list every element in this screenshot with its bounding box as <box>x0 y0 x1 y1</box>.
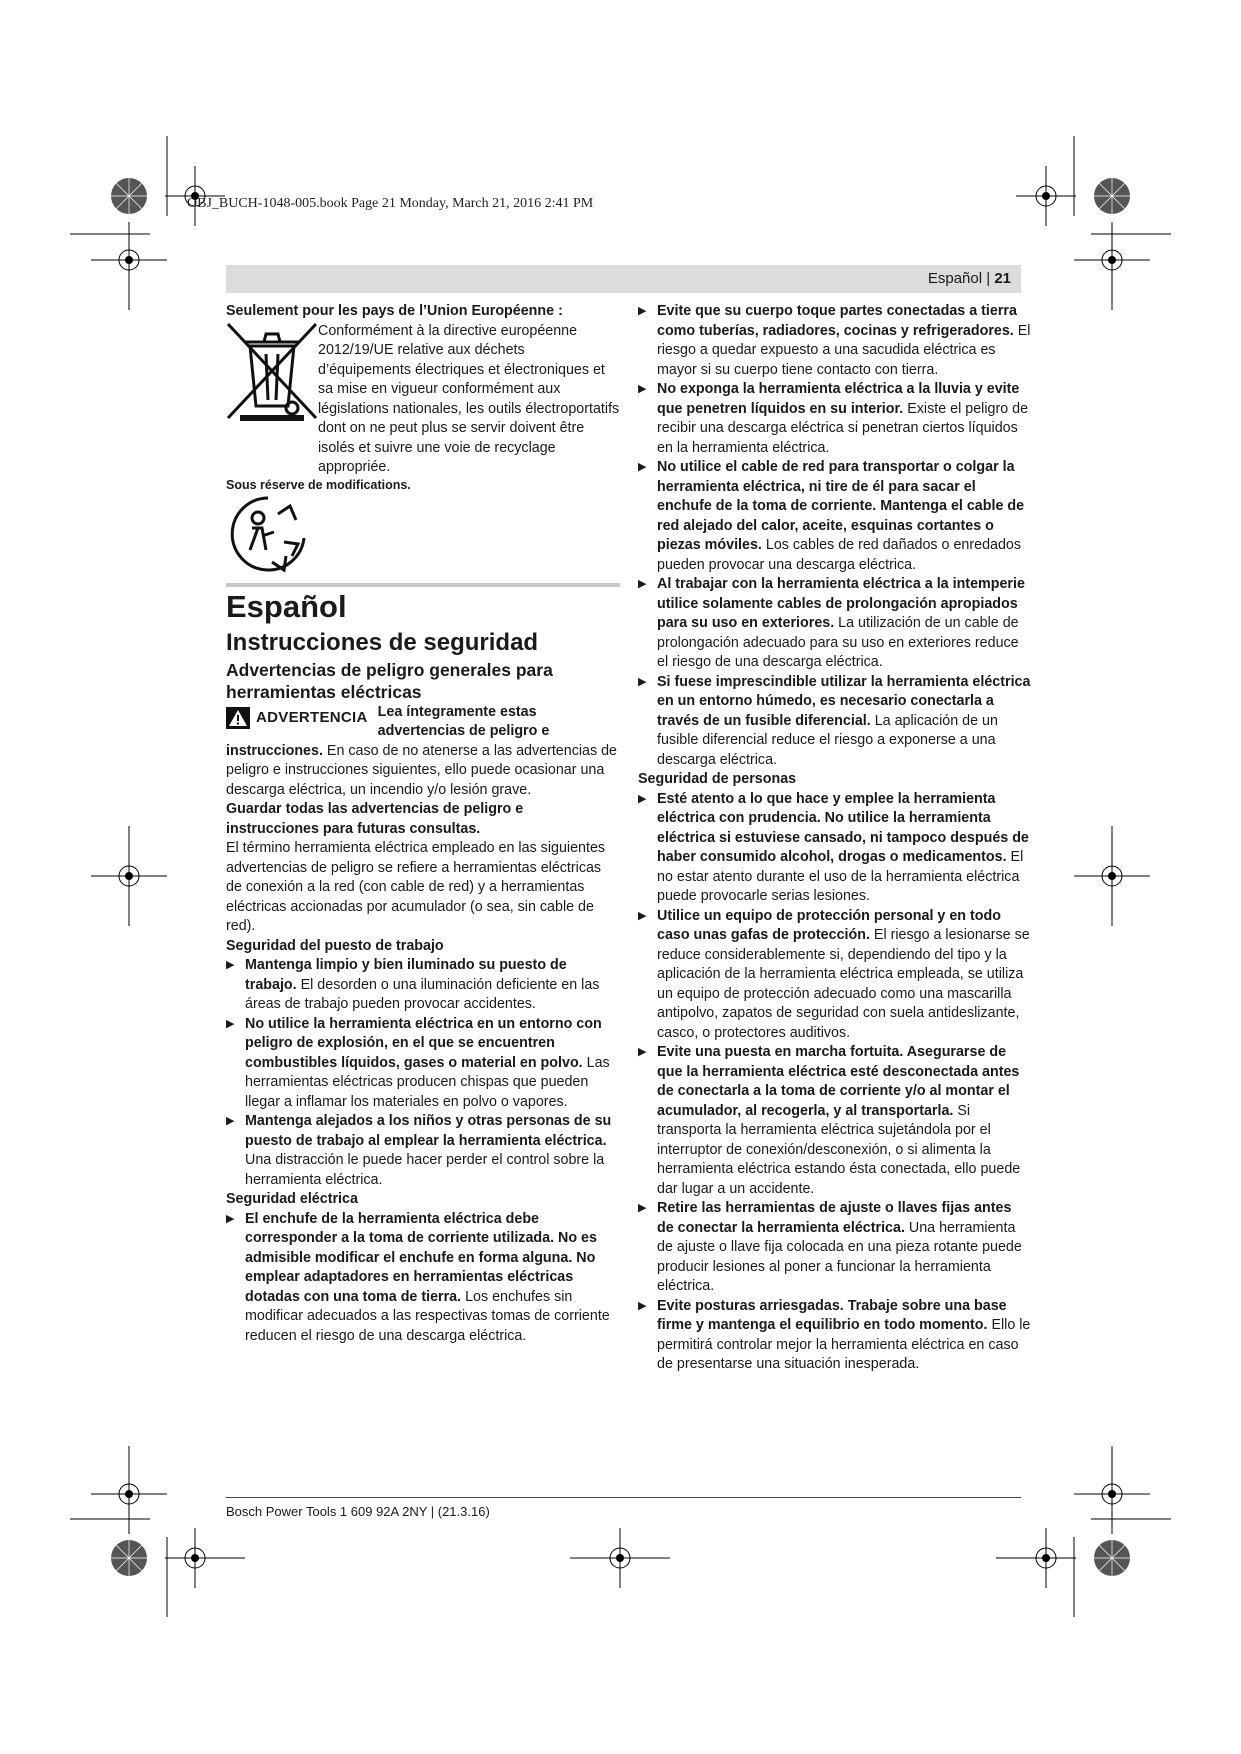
item-text: Las herramientas eléctricas producen chispas que pueden llegar a inflamar los materiales en polvo o vapores. <box>245 1054 610 1110</box>
bullet-triangle-icon: ▶ <box>638 383 647 395</box>
item-text: El no estar atento durante el uso de la herramienta eléctrica puede provocarle serias lesiones. <box>657 849 1024 904</box>
registration-target-icon <box>1074 222 1150 310</box>
bullet-triangle-icon: ▶ <box>638 1202 647 1214</box>
bullet-triangle-icon: ▶ <box>226 1017 235 1030</box>
list-item <box>638 1199 1032 1297</box>
electrical-safety-title: Seguridad eléctrica <box>226 1191 358 1207</box>
right-column <box>638 302 1032 1375</box>
list-item <box>226 1112 620 1190</box>
registration-target-icon <box>996 1528 1076 1588</box>
term-definition: El término herramienta eléctrica empleado en las siguientes advertencias de peligro se refiere a herramientas eléctricas de conexión a la red (con cable de red) y a herramientas eléctricas accionadas por acumulador (o sea, sin cable de red). <box>226 840 606 934</box>
list-item <box>638 907 1032 1044</box>
triman-block <box>226 492 620 583</box>
page-number: 21 <box>994 270 1011 287</box>
list-item <box>638 1043 1032 1199</box>
item-text: El riesgo a lesionarse se reduce considerablemente si, dependiendo del tipo y la aplicación de la herramienta eléctrica empleada, se utiliza un equipo de protección adecuado como una mascarilla antipolvo, zapatos de seguridad con suela antideslizante, casco, o protectores auditivos. <box>657 927 1030 1041</box>
item-bold: Evite que su cuerpo toque partes conectadas a tierra como tuberías, radiadores, cocinas y refrigeradores. <box>657 303 1017 339</box>
electrical-list-right <box>638 302 1032 770</box>
item-bold: Evite una puesta en marcha fortuita. Asegurarse de que la herramienta eléctrica esté desconectada antes de conectarla a la toma de corriente y/o al montar el acumulador, al recogerla, y al transportarla. <box>657 1044 1020 1119</box>
bullet-triangle-icon: ▶ <box>638 675 647 688</box>
warning-word: ADVERTENCIA <box>256 708 368 726</box>
bullet-triangle-icon: ▶ <box>638 909 647 922</box>
triman-recycling-icon <box>226 492 312 578</box>
item-text: El riesgo a quedar expuesto a una sacudida eléctrica es mayor si su cuerpo tiene contacto con tierra. <box>657 322 1031 378</box>
bullet-triangle-icon: ▶ <box>226 959 235 971</box>
item-text: El desorden o una iluminación deficiente en las áreas de trabajo pueden provocar accidentes. <box>245 976 600 1012</box>
item-bold: No exponga la herramienta eléctrica a la lluvia y evite que penetren líquidos en su interior. <box>657 381 1020 417</box>
list-item <box>638 380 1032 458</box>
list-item <box>226 1210 620 1347</box>
page-header-band <box>226 265 1021 293</box>
bullet-triangle-icon: ▶ <box>226 1212 235 1225</box>
list-item <box>638 673 1032 771</box>
weee-bin-icon <box>226 322 318 422</box>
warning-paragraph <box>226 703 620 801</box>
warning-bold-text: Lea íntegramente estas advertencias de peligro e instrucciones. <box>226 703 550 759</box>
section-name: Español <box>927 270 983 287</box>
page-label <box>928 270 1011 287</box>
work-area-title: Seguridad del puesto de trabajo <box>226 937 444 954</box>
keep-instructions-note: Guardar todas las advertencias de peligro e instrucciones para futuras consultas. <box>226 801 524 837</box>
bullet-triangle-icon: ▶ <box>638 1046 647 1058</box>
warning-text: En caso de no atenerse a las advertencias de peligro e instrucciones siguientes, ello puede ocasionar una descarga eléctrica, un incendio y/o lesión grave. <box>226 742 618 798</box>
bullet-triangle-icon: ▶ <box>638 578 647 590</box>
general-warnings-title: Advertencias de peligro generales para herramientas eléctricas <box>226 659 553 702</box>
warning-triangle-icon <box>226 707 250 729</box>
item-text: La aplicación de un fusible diferencial reduce el riesgo a exponerse a una descarga eléctrica. <box>657 712 998 768</box>
item-text: Los cables de red dañados o enredados pueden provocar una descarga eléctrica. <box>657 537 1022 573</box>
bullet-triangle-icon: ▶ <box>638 305 647 317</box>
registration-target-icon <box>165 1528 245 1588</box>
item-text: Una distracción le puede hacer perder el control sobre la herramienta eléctrica. <box>245 1152 605 1188</box>
left-column <box>226 302 620 1346</box>
language-title: Español <box>226 588 347 624</box>
item-bold: El enchufe de la herramienta eléctrica debe corresponder a la toma de corriente utilizada. No es admisible modificar el enchufe en forma alguna. No emplear adaptadores en herramientas eléctricas dotadas con una toma de tierra. <box>245 1210 597 1305</box>
warning-badge <box>226 705 368 731</box>
personal-list <box>638 790 1032 1375</box>
list-item <box>638 790 1032 907</box>
footer-rule <box>226 1497 1021 1498</box>
separator: | <box>982 270 995 287</box>
item-text: Los enchufes sin modificar adecuados a las respectivas tomas de corriente reducen el riesgo de una descarga eléctrica. <box>245 1288 610 1344</box>
item-bold: No utilice el cable de red para transportar o colgar la herramienta eléctrica, ni tire de él para sacar el enchufe de la toma de corriente. Mantenga el cable de red alejado del calor, aceite, esquinas cortantes o piezas móviles. <box>657 459 1025 553</box>
list-item <box>638 458 1032 575</box>
safety-title: Instrucciones de seguridad <box>226 628 539 656</box>
list-item <box>226 1015 620 1113</box>
item-text: Una herramienta de ajuste o llave fija colocada en una pieza rotante puede producir lesiones al poner a funcionar la herramienta eléctrica. <box>657 1219 1022 1294</box>
list-item <box>638 302 1032 380</box>
registration-target-icon <box>91 222 167 310</box>
item-bold: Al trabajar con la herramienta eléctrica a la intemperie utilice solamente cables de prolongación apropiados para su uso en exteriores. <box>657 576 1025 631</box>
personal-safety-title: Seguridad de personas <box>638 771 797 787</box>
list-item <box>638 1297 1032 1375</box>
item-bold: Retire las herramientas de ajuste o llaves fijas antes de conectar la herramienta eléctrica. <box>657 1200 1012 1236</box>
electrical-list-left <box>226 1210 620 1347</box>
eu-heading: Seulement pour les pays de l’Union Européenne : <box>226 303 563 319</box>
eu-directive-text: Conformément à la directive européenne 2012/19/UE relative aux déchets d’équipements électriques et électroniques et sa mise en vigueur conformément aux législations nationales, les outils électroportatifs dont on ne peut plus se servir doivent être isolés et suivre une voie de recyclage appropriée. <box>318 322 620 475</box>
print-job-header: OBJ_BUCH-1048-005.book Page 21 Monday, March 21, 2016 2:41 PM <box>187 196 594 211</box>
reserve-note: Sous réserve de modifications. <box>226 477 411 492</box>
item-text: La utilización de un cable de prolongación adecuado para su uso en exteriores reduce el riesgo de una descarga eléctrica. <box>657 615 1019 670</box>
bullet-triangle-icon: ▶ <box>638 792 647 805</box>
item-bold: Si fuese imprescindible utilizar la herramienta eléctrica en un entorno húmedo, es necesario conectarla a través de un fusible diferencial. <box>657 673 1031 729</box>
bullet-triangle-icon: ▶ <box>638 461 647 473</box>
bullet-triangle-icon: ▶ <box>226 1115 235 1127</box>
item-bold: Evite posturas arriesgadas. Trabaje sobre una base firme y mantenga el equilibrio en todo momento. <box>657 1297 1007 1333</box>
item-bold: Mantenga limpio y bien iluminado su puesto de trabajo. <box>245 957 567 993</box>
bullet-triangle-icon: ▶ <box>638 1299 647 1312</box>
work-area-list <box>226 956 620 1190</box>
list-item <box>226 956 620 1015</box>
item-bold: No utilice la herramienta eléctrica en un entorno con peligro de explosión, en el que se encuentren combustibles líquidos, gases o material en polvo. <box>245 1015 602 1071</box>
item-bold: Mantenga alejados a los niños y otras personas de su puesto de trabajo al emplear la herramienta eléctrica. <box>245 1113 612 1149</box>
item-bold: Utilice un equipo de protección personal y en todo caso unas gafas de protección. <box>657 907 1001 943</box>
item-text: Si transporta la herramienta eléctrica sujetándola por el interruptor de conexión/desconexión, o si alimenta la herramienta eléctrica estando ésta conectada, ello puede dar lugar a un accidente. <box>657 1102 1021 1197</box>
weee-block <box>226 322 620 478</box>
list-item <box>638 575 1032 673</box>
item-text: Ello le permitirá controlar mejor la herramienta eléctrica en caso de presentarse una situación inesperada. <box>657 1317 1031 1372</box>
item-bold: Esté atento a lo que hace y emplee la herramienta eléctrica con prudencia. No utilice la herramienta eléctrica si estuviese cansado, ni tampoco después de haber consumido alcohol, drogas o medicamentos. <box>657 790 1029 865</box>
page-footer: Bosch Power Tools 1 609 92A 2NY | (21.3.16) <box>226 1504 490 1519</box>
item-text: Existe el peligro de recibir una descarga eléctrica si penetran ciertos líquidos en la herramienta eléctrica. <box>657 400 1029 456</box>
